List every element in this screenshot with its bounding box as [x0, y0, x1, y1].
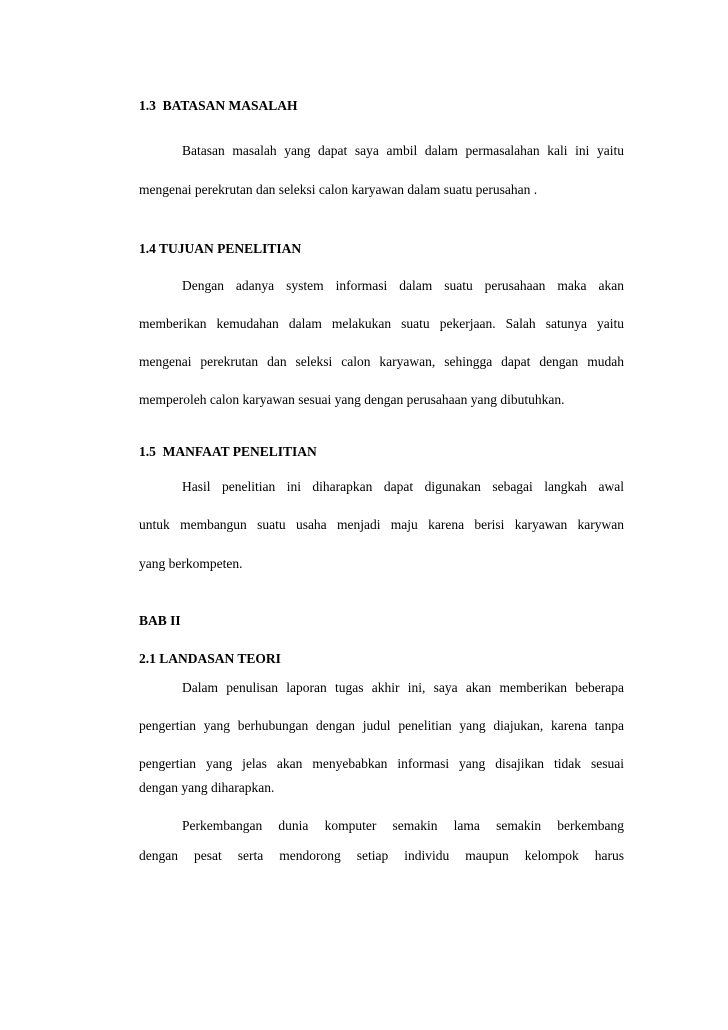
paragraph-line: mengenai perekrutan dan seleksi calon karyawan dalam suatu perusahan . [139, 182, 538, 197]
chapter-heading-bab-ii: BAB II [139, 613, 181, 628]
paragraph-line: yang berkompeten. [139, 556, 243, 571]
paragraph-line: pengertian yang berhubungan dengan judul penelitian yang diajukan, karena tanpa [139, 718, 624, 733]
paragraph-line: memperoleh calon karyawan sesuai yang dengan perusahaan yang dibutuhkan. [139, 392, 565, 407]
paragraph-line: mengenai perekrutan dan seleksi calon karyawan, sehingga dapat dengan mudah [139, 354, 624, 369]
paragraph-line: memberikan kemudahan dalam melakukan suatu pekerjaan. Salah satunya yaitu [139, 316, 624, 331]
paragraph-line: Hasil penelitian ini diharapkan dapat digunakan sebagai langkah awal [182, 479, 624, 494]
paragraph-line: Dalam penulisan laporan tugas akhir ini, saya akan memberikan beberapa [182, 680, 624, 695]
section-heading-2-1: 2.1 LANDASAN TEORI [139, 651, 281, 666]
paragraph-line: Batasan masalah yang dapat saya ambil dalam permasalahan kali ini yaitu [182, 143, 624, 158]
paragraph-line: dengan pesat serta mendorong setiap individu maupun kelompok harus [139, 848, 624, 863]
paragraph-line: Perkembangan dunia komputer semakin lama semakin berkembang [182, 818, 624, 833]
section-heading-1-5: 1.5 MANFAAT PENELITIAN [139, 444, 317, 459]
section-heading-1-3: 1.3 BATASAN MASALAH [139, 98, 298, 113]
paragraph-line: pengertian yang jelas akan menyebabkan informasi yang disajikan tidak sesuai [139, 756, 624, 771]
paragraph-line: dengan yang diharapkan. [139, 780, 275, 795]
section-heading-1-4: 1.4 TUJUAN PENELITIAN [139, 241, 302, 256]
paragraph-line: untuk membangun suatu usaha menjadi maju karena berisi karyawan karywan [139, 517, 624, 532]
paragraph-line: Dengan adanya system informasi dalam suatu perusahaan maka akan [182, 278, 624, 293]
